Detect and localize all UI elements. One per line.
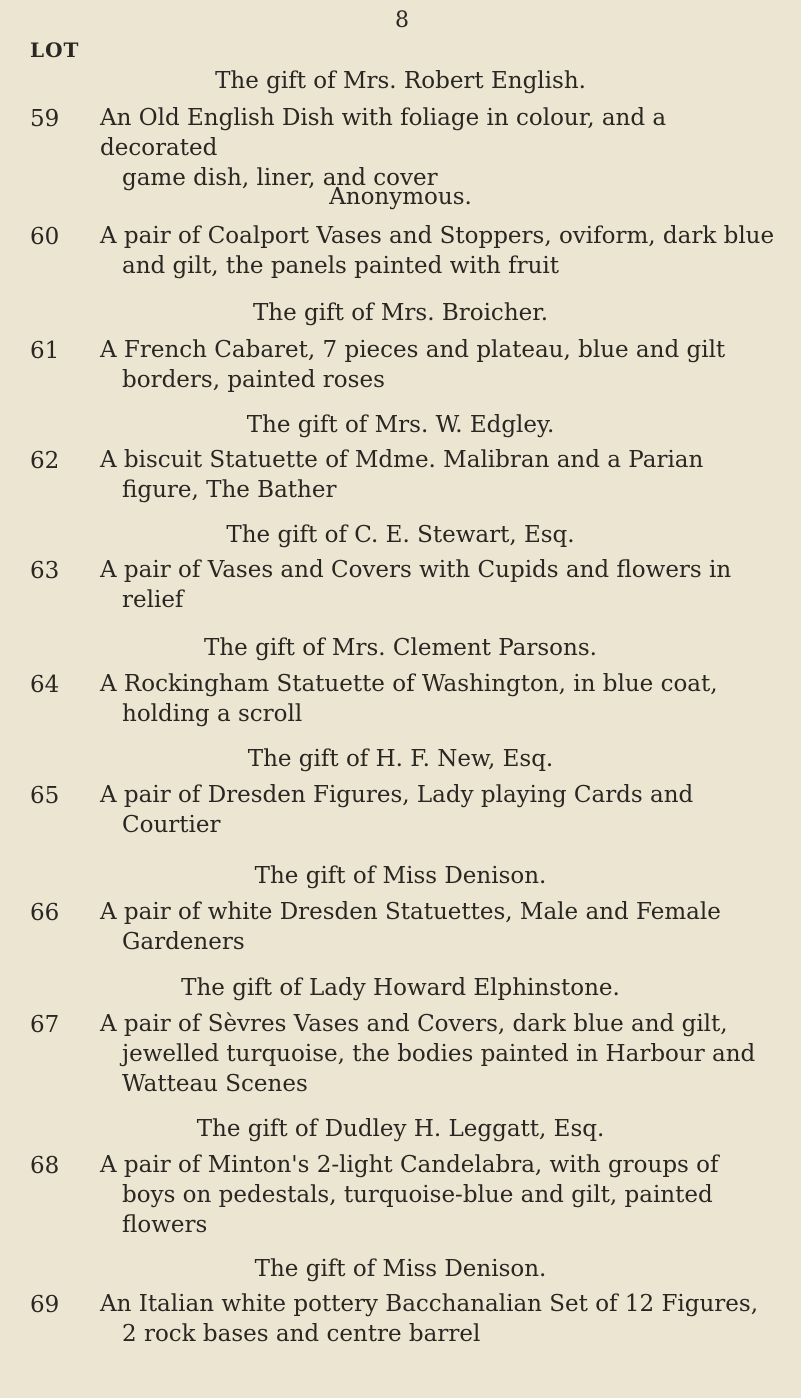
lot-number: 59 xyxy=(30,106,60,132)
gift-line: The gift of Mrs. Robert English. xyxy=(215,68,586,94)
description-line: A pair of Vases and Covers with Cupids and flowers in xyxy=(100,557,732,583)
gift-line: The gift of Lady Howard Elphinstone. xyxy=(181,975,620,1001)
description-line: An Italian white pottery Bacchanalian Set of 12 Figures, xyxy=(100,1291,759,1317)
lot-number: 69 xyxy=(30,1292,60,1318)
gift-line: The gift of Dudley H. Leggatt, Esq. xyxy=(196,1116,605,1142)
description-line: and gilt, the panels painted with fruit xyxy=(122,253,559,279)
lot-description xyxy=(100,445,780,505)
description-line: A Rockingham Statuette of Washington, in blue coat, xyxy=(100,671,718,697)
lot-column-header: LOT xyxy=(30,38,80,62)
description-line: game dish, liner, and cover xyxy=(122,165,438,191)
description-line: Courtier xyxy=(122,812,221,838)
description-line: jewelled turquoise, the bodies painted in Harbour and xyxy=(122,1041,756,1067)
lot-description xyxy=(100,1289,780,1349)
gift-line: The gift of Mrs. W. Edgley. xyxy=(246,412,555,438)
lot-description xyxy=(100,1150,780,1240)
gift-line: The gift of C. E. Stewart, Esq. xyxy=(226,522,575,548)
description-line: A pair of white Dresden Statuettes, Male and Female xyxy=(100,899,721,925)
gift-line: The gift of Mrs. Clement Parsons. xyxy=(204,635,597,661)
gift-line: The gift of H. F. New, Esq. xyxy=(247,746,554,772)
description-line: A French Cabaret, 7 pieces and plateau, blue and gilt xyxy=(100,337,726,363)
lot-number: 65 xyxy=(30,783,60,809)
description-line: A pair of Minton's 2-light Candelabra, with groups of xyxy=(100,1152,719,1178)
description-line: A pair of Dresden Figures, Lady playing Cards and xyxy=(100,782,694,808)
description-line: Gardeners xyxy=(122,929,245,955)
lot-description xyxy=(100,669,780,729)
lot-description xyxy=(100,780,780,840)
lot-number: 67 xyxy=(30,1012,60,1038)
lot-number: 63 xyxy=(30,558,60,584)
lot-number: 66 xyxy=(30,900,60,926)
description-line: borders, painted roses xyxy=(122,367,385,393)
lot-description xyxy=(100,335,780,395)
description-line: An Old English Dish with foliage in colour, and a decorated xyxy=(100,105,667,161)
gift-line: The gift of Miss Denison. xyxy=(254,1256,547,1282)
page-number: 8 xyxy=(395,8,409,33)
gift-line: The gift of Miss Denison. xyxy=(254,863,547,889)
description-line: A pair of Coalport Vases and Stoppers, oviform, dark blue xyxy=(100,223,775,249)
description-line: figure, The Bather xyxy=(122,477,337,503)
description-line: relief xyxy=(122,587,184,613)
lot-description xyxy=(100,897,780,957)
lot-description xyxy=(100,555,780,615)
description-line: A biscuit Statuette of Mdme. Malibran and a Parian xyxy=(100,447,704,473)
description-line: Watteau Scenes xyxy=(122,1071,308,1097)
lot-number: 68 xyxy=(30,1153,60,1179)
gift-line: Anonymous. xyxy=(329,184,472,210)
lot-number: 61 xyxy=(30,338,60,364)
lot-description xyxy=(100,103,780,193)
lot-number: 60 xyxy=(30,224,60,250)
description-line: A pair of Sèvres Vases and Covers, dark blue and gilt, xyxy=(100,1011,728,1037)
gift-line: The gift of Mrs. Broicher. xyxy=(252,300,549,326)
description-line: boys on pedestals, turquoise-blue and gilt, painted xyxy=(122,1182,713,1208)
description-line: holding a scroll xyxy=(122,701,303,727)
description-line: 2 rock bases and centre barrel xyxy=(122,1321,481,1347)
lot-description xyxy=(100,1009,780,1099)
description-line: flowers xyxy=(122,1212,208,1238)
lot-description xyxy=(100,221,780,281)
lot-number: 64 xyxy=(30,672,60,698)
lot-number: 62 xyxy=(30,448,60,474)
